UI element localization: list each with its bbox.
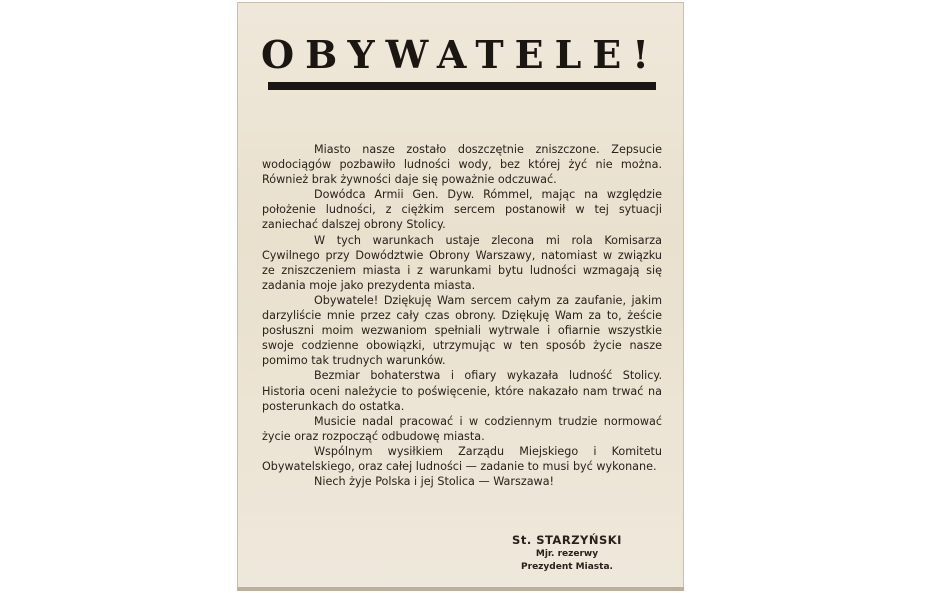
signature-block: [492, 532, 642, 574]
paragraph: Bezmiar bohaterstwa i ofiary wykazała ludność Stolicy. Historia oceni należycie to poświęcenie, które nakazało nam trwać na posterunkach do ostatka.: [262, 369, 662, 413]
signature-position: Prezydent Miasta.: [521, 562, 613, 572]
paragraph: Dowódca Armii Gen. Dyw. Rómmel, mając na względzie położenie ludności, z ciężkim sercem postanowił w tej sytuacji zaniechać dalszej obrony Stolicy.: [262, 188, 662, 232]
signature-rank: Mjr. rezerwy: [535, 549, 599, 559]
paragraph: Wspólnym wysiłkiem Zarządu Miejskiego i Komitetu Obywatelskiego, oraz całej ludności — zadanie to musi być wykonane.: [262, 444, 662, 473]
paragraph: Niech żyje Polska i jej Stolica — Warszawa!: [314, 475, 555, 489]
paragraph: Musicie nadal pracować i w codziennym trudzie normować życie oraz rozpocząć odbudowę miasta.: [262, 414, 662, 443]
paragraph: W tych warunkach ustaje zlecona mi rola Komisarza Cywilnego przy Dowództwie Obrony Warszawy, natomiast w związku ze zniszczeniem miasta i z warunkami bytu ludności wzmagają się zadania moje jako prezydenta miasta.: [262, 233, 662, 292]
proclamation-body: [262, 142, 662, 489]
paragraph: Miasto nasze zostało doszczętnie zniszczone. Zepsucie wodociągów pozbawiło ludności wody, bez której żyć nie można. Również brak żywności daje się poważnie odczuwać.: [262, 143, 662, 187]
paragraph: Obywatele! Dziękuję Wam sercem całym za zaufanie, jakim darzyliście mnie przez cały czas obrony. Dziękuję Wam za to, żeście posłuszni moim wezwaniom spełniali wytrwale i ofiarnie wszystkie swoje codzienne obowiązki, utrzymując w ten sposób życie nasze pomimo tak trudnych warunków.: [262, 293, 662, 368]
title-underline: [268, 82, 656, 90]
signature-name: St. STARZYŃSKI: [512, 533, 622, 547]
proclamation-poster: [237, 2, 684, 591]
poster-title: OBYWATELE!: [261, 32, 660, 77]
